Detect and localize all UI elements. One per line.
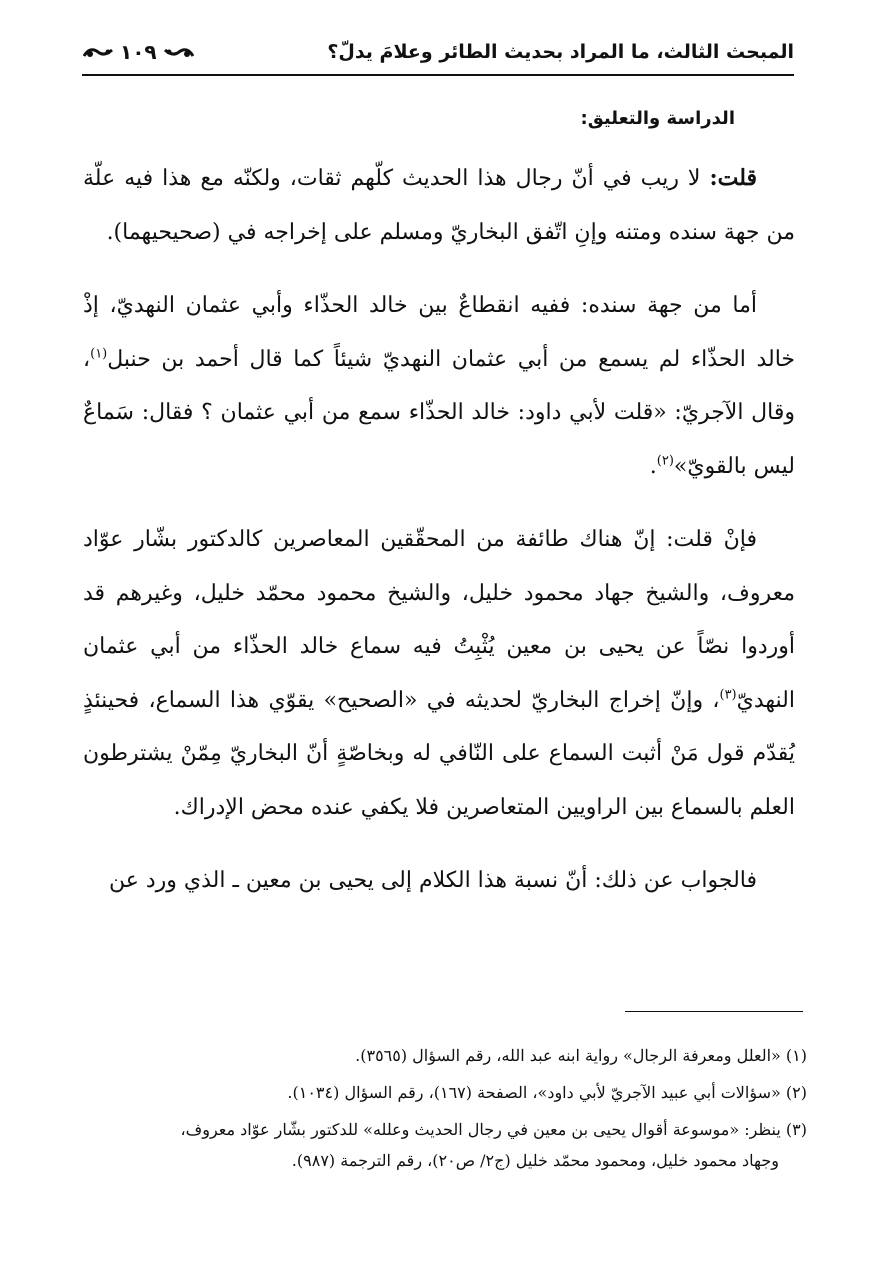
paragraph-text: ، وإنّ إخراج البخاريّ لحديثه في «الصحيح» يقوّي هذا السماع، فحينئذٍ يُقدّم قول مَنْ أثبت السماع على النّافي له وبخاصّةٍ أنّ البخاريّ مِمّنْ يشترطون العلم بالسماع بين الراويين المتعاصرين فلا يكفي عنده محض الإدراك. (83, 687, 795, 820)
chapter-title: المبحث الثالث، ما المراد بحديث الطائر وعلامَ يدلّ؟ (327, 41, 794, 63)
footnote-ref-3: (٣) (719, 687, 737, 703)
page-number: ١٠٩ (120, 40, 157, 64)
paragraph-text: أما من جهة سنده: ففيه انقطاعٌ بين خالد الحذّاء وأبي عثمان النهديّ، إذْ خالد الحذّاء لم يسمع من أبي عثمان النهديّ شيئاً كما قال أحمد بن حنبل (83, 293, 795, 372)
paragraph-text: . (649, 453, 657, 479)
running-header (82, 30, 794, 76)
paragraph-2 (83, 279, 795, 493)
footnote-1: (١) «العلل ومعرفة الرجال» رواية ابنه عبد الله، رقم السؤال (٣٥٦٥). (355, 1046, 807, 1065)
footnote-3-line-1: (٣) ينظر: «موسوعة أقوال يحيى بن معين في رجال الحديث وعلله» للدكتور بشّار عوّاد معروف، (180, 1120, 807, 1139)
paragraph-text: فالجواب عن ذلك: أنّ نسبة هذا الكلام إلى يحيى بن معين ـ الذي ورد عن (108, 868, 757, 893)
footnote-3 (87, 1114, 807, 1176)
paragraph-text: لا ريب في أنّ رجال هذا الحديث كلّهم ثقات، ولكنّه مع هذا فيه علّة من جهة سنده ومتنه وإنِ اتّفق البخاريّ ومسلم على إخراجه في (صحيحيهما). (83, 166, 795, 245)
paragraph-text: ، وقال الآجريّ: «قلت لأبي داود: خالد الحذّاء سمع من أبي عثمان ؟ فقال: سَماعٌ ليس بالقويّ» (83, 346, 795, 479)
body-text (83, 152, 795, 928)
ornament-right-icon (161, 44, 195, 60)
paragraph-text: فإنْ قلت: إنّ هناك طائفة من المحقّقين المعاصرين كالدكتور بشّار عوّاد معروف، والشيخ جهاد محمود خليل، والشيخ محمود محمّد خليل، وغيرهم قد أوردوا نصّاً عن يحيى بن معين يُثْبِتُ فيه سماع خالد الحذّاء من أبي عثمان النهديّ (83, 527, 795, 713)
footnotes (87, 1040, 807, 1176)
paragraph-4 (83, 854, 795, 908)
paragraph-3 (83, 513, 795, 834)
page-number-block (82, 40, 195, 64)
footnote-3-line-2: وجهاد محمود خليل، ومحمود محمّد خليل (ج٢/ ص٢٠)، رقم الترجمة (٩٨٧). (291, 1151, 779, 1170)
paragraph-1 (83, 152, 795, 259)
section-heading: الدراسة والتعليق: (580, 108, 735, 129)
footnote-divider (625, 1011, 803, 1012)
paragraph-lead: قلت: (709, 165, 757, 191)
footnote-2: (٢) «سؤالات أبي عبيد الآجريّ لأبي داود»، الصفحة (١٦٧)، رقم السؤال (١٠٣٤). (287, 1083, 807, 1102)
footnote-ref-2: (٢) (656, 453, 674, 469)
footnote-ref-1: (١) (90, 346, 108, 362)
ornament-left-icon (82, 44, 116, 60)
